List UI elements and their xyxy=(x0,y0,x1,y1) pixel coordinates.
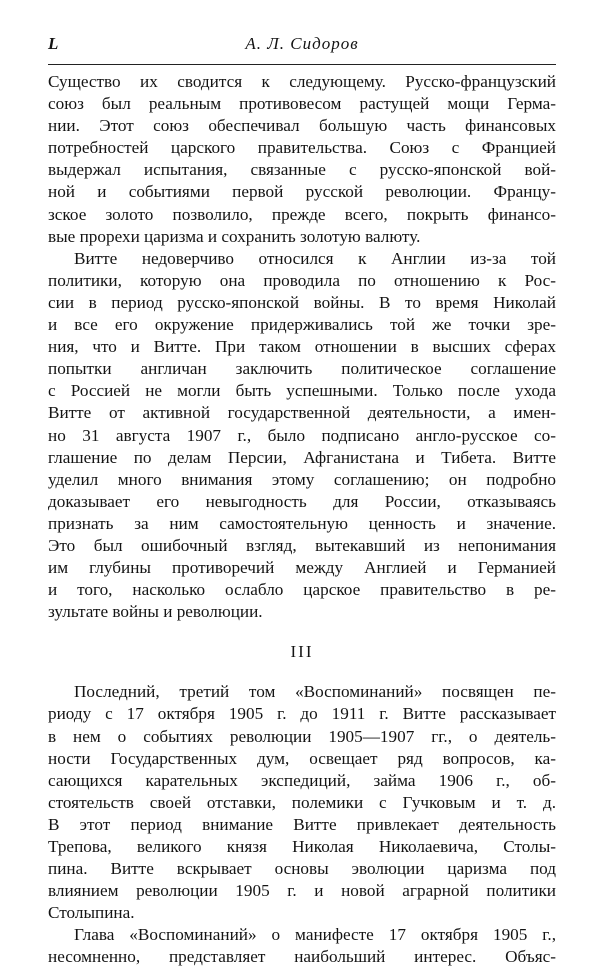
text-line: Витте от активной государственной деятельности, а имен- xyxy=(48,403,556,423)
text-line: союз был реальным противовесом растущей мощи Герма- xyxy=(48,94,556,114)
text-line: Это был ошибочный взгляд, вытекавший из непонимания xyxy=(48,535,556,555)
text-line: риоду с 17 октября 1905 г. до 1911 г. Витте рассказывает xyxy=(48,704,556,724)
text-line: но 31 августа 1907 г., было подписано англо-русское со- xyxy=(48,425,556,445)
paragraph-1 xyxy=(48,71,556,248)
text-line: и того, насколько ослабло царское правительство в ре- xyxy=(48,580,556,600)
text-line: Существо их сводится к следующему. Русско-французский xyxy=(48,72,556,91)
text-line: сии в период русско-японской войны. В то время Николай xyxy=(48,292,556,312)
text-line: влиянием революции 1905 г. и новой аграрной политики xyxy=(48,881,556,901)
body-text xyxy=(48,71,556,969)
text-line: уделил много внимания этому соглашению; он подробно xyxy=(48,469,556,489)
text-line: Глава «Воспоминаний» о манифесте 17 октября 1905 г., xyxy=(74,925,556,945)
text-line: доказывает его невыгодность для России, отказываясь xyxy=(48,491,556,511)
text-line: с Россией не могли быть успешными. Только после ухода xyxy=(48,381,556,401)
text-line: ности Государственных дум, освещает ряд вопросов, ка- xyxy=(48,748,556,768)
text-line: пина. Витте вскрывает основы эволюции царизма под xyxy=(48,859,556,879)
text-line: попытки англичан заключить политическое соглашение xyxy=(48,359,556,379)
page-number: L xyxy=(48,34,59,53)
text-line: в нем о событиях революции 1905—1907 гг., о деятель- xyxy=(48,726,556,746)
text-line: Трепова, великого князя Николая Николаевича, Столы- xyxy=(48,837,556,856)
text-line: признать за ним самостоятельную ценность и значение. xyxy=(48,513,556,533)
text-line: ния, что и Витте. При таком отношении в высших сферах xyxy=(48,337,556,357)
text-line: Витте недоверчиво относился к Англии из-за той xyxy=(74,248,556,268)
text-line: им глубины противоречий между Англией и Германией xyxy=(48,558,556,578)
section-heading: III xyxy=(290,642,314,662)
header-rule xyxy=(48,64,556,65)
text-line: нии. Этот союз обеспечивал большую часть финансовых xyxy=(48,116,556,136)
text-line: зультате войны и революции. xyxy=(48,602,263,622)
text-line: глашение по делам Персии, Афганистана и Тибета. Витте xyxy=(48,447,556,467)
text-line: В этот период внимание Витте привлекает деятельность xyxy=(48,814,556,834)
page-header xyxy=(48,34,556,58)
text-line: несомненно, представляет наибольший интерес. Объяс- xyxy=(48,947,556,967)
running-head: А. Л. Сидоров xyxy=(245,34,359,53)
text-line: сающихся карательных экспедиций, займа 1906 г., об- xyxy=(48,770,556,790)
text-line: выдержал испытания, связанные с русско-японской вой- xyxy=(48,160,556,180)
text-line: вые прорехи царизма и сохранить золотую валюту. xyxy=(48,226,421,246)
text-line: потребностей царского правительства. Союз с Францией xyxy=(48,138,556,158)
text-line: и все его окружение придерживались той же точки зре- xyxy=(48,315,556,335)
text-line: стоятельств своей отставки, полемики с Гучковым и т. д. xyxy=(48,792,556,812)
text-line: зское золото позволило, прежде всего, покрыть финансо- xyxy=(48,204,556,224)
paragraph-2 xyxy=(48,248,556,624)
text-line: ной и событиями первой русской революции. Францу- xyxy=(48,182,556,202)
paragraph-4 xyxy=(48,924,556,968)
text-line: политики, которую она проводила по отношению к Рос- xyxy=(48,270,556,290)
book-page xyxy=(48,34,556,969)
paragraph-3 xyxy=(48,681,556,924)
text-line: Столыпина. xyxy=(48,903,135,923)
text-line: Последний, третий том «Воспоминаний» посвящен пе- xyxy=(74,682,556,702)
